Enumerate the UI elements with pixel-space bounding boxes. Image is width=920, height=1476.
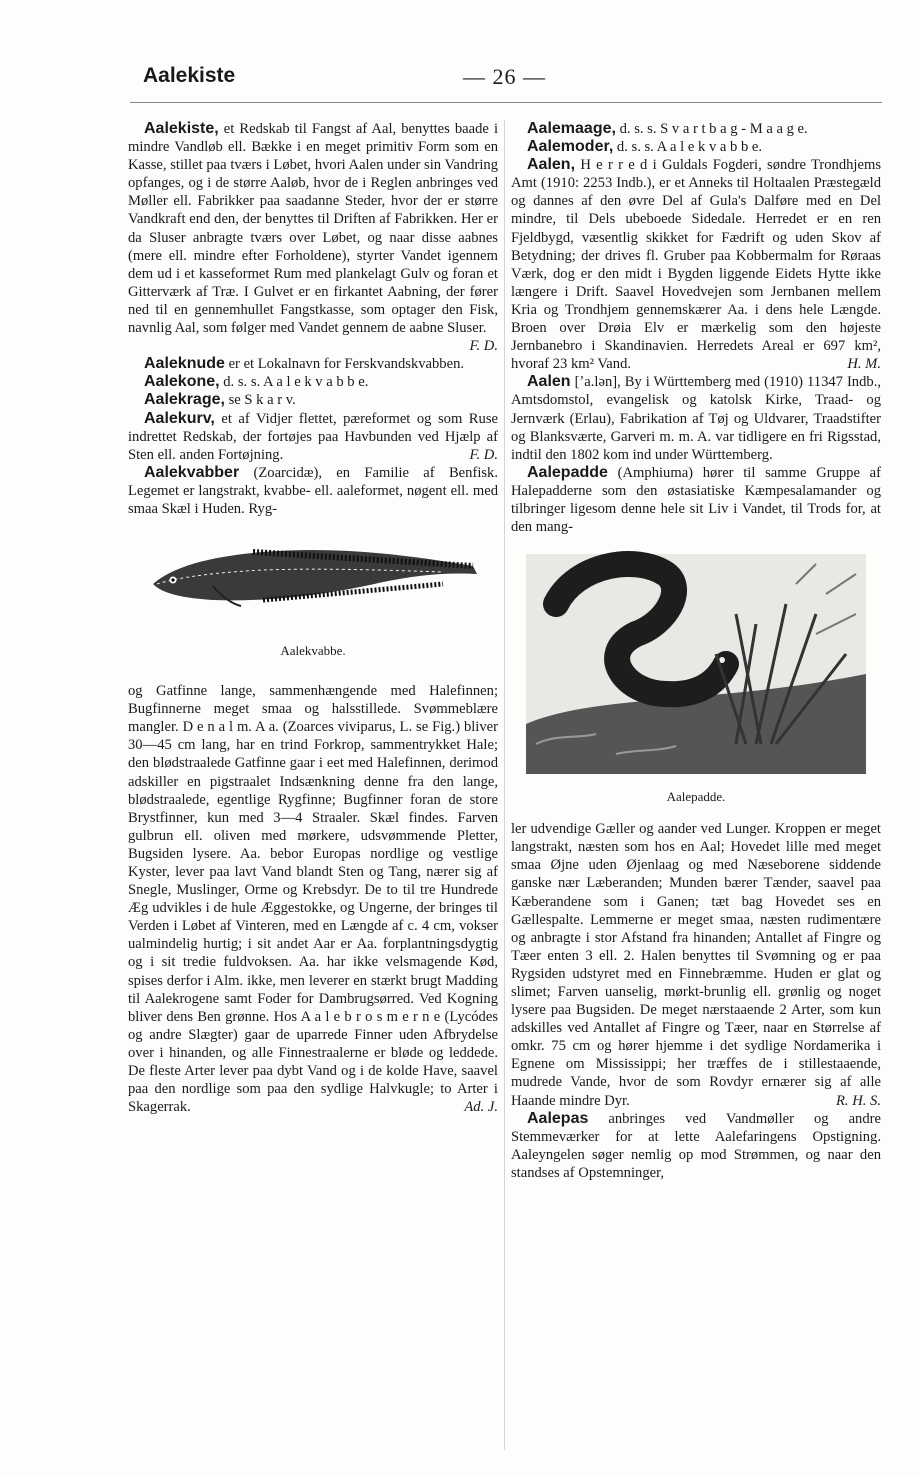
entry-body: er et Lokalnavn for Ferskvandskvabben. <box>228 356 465 373</box>
headword: Aaleknude <box>144 355 225 373</box>
entry-aalen-by <box>511 373 881 463</box>
entry-body: og Gatfinne lange, sammenhængende med Halefinnen; Bugfinnerne meget smaa og halsstillede. Svømmeblære mangler. D e n a l m. A a. (Zoarces viviparus, L. se Fig.) bliver 30—45 cm lang, har en trind Forkrop, sammentrykket Hale; den blødstraalede Gatfinne gaar i eet med Halefinnen, derimod adskiller en pigstraalet Indsænkning denne fra den lange, blødstraalede, egentlige Rygfinne; Bugfinner foran de store Brystfinner, kun med 3—4 Straaler. Skæl findes. Farven gulbrun ell. oliven med mørkere, udsvømmende Pletter, Bugsiden lysere. Aa. bebor Europas nordlige og vestlige Kyster, lever paa lavt Vand blandt Sten og Tang, nærer sig af Snegle, Muslinger, Orme og Krebsdyr. De to til tre Hundrede Æg udvikles i de hule Æggestokke, og Ungerne, der bringes til Verden i Løbet af Vinteren, med en Længde af c. 4 cm, vokser ualmindelig hurtig; i sit andet Aar er Aa. forplantningsdygtig og i sit tredie fuldvoksen. Aa. har ikke velsmagende Kød, spises derfor i Alm. ikke, men leverer en stærkt brugt Madding til Aalekrogene samt Foder for Dambrugsørred. Ved Kogning bliver dens Ben grønne. Hos A a l e b r o s m e r n e (Lycódes og andre Slægter) gaar de uparrede Finner uden Afbrydelse over i hinanden, og alle Finnestraalerne er bløde og leddede. De fleste Arter lever paa dybt Vand og i de kolde Have, saavel paa den nordlige som paa den sydlige Halvkugle; to Arter i Skagerrak. <box>128 683 498 1116</box>
entry-body: et af Vidjer flettet, pæreformet og som Ruse indrettet Redskab, der fortøjes paa Havbunden ved Hjælp af Sten ell. anden Fortøjning. <box>128 410 498 463</box>
figure-aalekvabbe <box>128 526 498 676</box>
entry-body: (Zoarcidæ), en Familie af Benfisk. Legemet er langstrakt, kvabbe- ell. aaleformet, nøgent ell. med smaa Skæl i Huden. Ryg- <box>128 464 498 517</box>
entry-aalepadde <box>511 464 881 536</box>
entry-aalekurv <box>128 410 498 464</box>
entry-body: d. s. s. A a l e k v a b b e. <box>223 374 369 391</box>
right-column <box>511 120 881 1182</box>
headword: Aalekone, <box>144 373 220 391</box>
headword: Aalen <box>527 373 571 391</box>
entry-aalekrage <box>128 391 498 409</box>
entry-body: [ʼa.lən], By i Württemberg med (1910) 11347 Indb., Amtsdomstol, evangelisk og katolsk Kirke, Traad- og Jernværk (Erlau), Fabrikation af Tøj og Uldvarer, Traadstifter og Blanksværte, Garveri m. m. A. var tidligere en fri Rigsstad, indtil den 1802 kom ind under Württemberg. <box>511 374 881 463</box>
header-rule <box>130 102 882 103</box>
amphiuma-illustration <box>516 544 876 784</box>
entry-aaleknude <box>128 355 498 373</box>
entry-aalemaage <box>511 120 881 138</box>
author-signature: Ad. J. <box>464 1099 498 1116</box>
entry-aalemoder <box>511 138 881 156</box>
entry-body: d. s. s. A a l e k v a b b e. <box>616 139 763 156</box>
entry-aalen-herred <box>511 156 881 373</box>
entry-aalepadde-continued <box>511 820 881 1110</box>
author-signature: F. D. <box>469 338 498 355</box>
running-head: Aalekiste <box>143 64 236 87</box>
figure-caption: Aalepadde. <box>666 789 726 805</box>
entry-aalepas <box>511 1110 881 1182</box>
entry-body: (Amphiuma) hører til samme Gruppe af Halepadderne som den østasiatiske Kæmpesalamander og tilbringer ligesom denne hele sit Liv i Vandet, til Trods for, at den mang- <box>511 464 881 536</box>
column-divider <box>504 120 505 1450</box>
entry-aalekone <box>128 373 498 391</box>
author-signature: H. M. <box>847 356 881 373</box>
entry-aalekvabber <box>128 464 498 518</box>
eelpout-illustration <box>143 526 483 638</box>
author-signature: F. D. <box>469 446 498 463</box>
headword: Aalen, <box>527 156 576 174</box>
figure-aalepadde <box>511 544 881 814</box>
headword: Aalepas <box>527 1109 589 1127</box>
entry-body: d. s. s. S v a r t b a g - M a a g e. <box>619 121 808 137</box>
headword: Aalemoder, <box>527 138 614 156</box>
entry-body: anbringes ved Vandmøller og andre Stemmeværker for at lette Aalefaringens Opstigning. Aaleyngelen søger nemlig op mod Strømmen, og naar den standses af Opstemninger, <box>511 1110 881 1181</box>
page-header <box>143 64 879 96</box>
author-signature: R. H. S. <box>836 1092 881 1109</box>
headword: Aalekvabber <box>144 463 240 481</box>
headword: Aalekiste, <box>144 120 219 137</box>
entry-body: ler udvendige Gæller og aander ved Lunger. Kroppen er meget langstrakt, næsten som hos en Aal; Hovedet lille med meget smaa Øjne uden Øjenlaag og med Næseborene siddende ganske nær Læberanden; Munden bærer Tænder, saavel paa Kæberandene som i Ganen; tæt bag Hovedet ses en Gællespalte. Lemmerne er meget smaa, næsten rudimentære og anbragte i stor Afstand fra hinanden; Antallet af Fingre og Tæer enten 3 ell. 2. Halen benyttes til Svømning og er paa Rygsiden udstyret med en Finnebræmme. Huden er glat og slimet; Farven uanselig, mørkt-brunlig ell. grønlig og noget lysere paa Bugsiden. De meget nærstaaende 2 Arter, som kun adskilles ved Antallet af Fingre og Tæer, naar en Størrelse af omkr. 75 cm og hører hjemme i det sydlige Nordamerika i Egnene om Mississippi; her træffes de i stillestaaende, mudrede Vande, hvor de som Rovdyr ernærer sig af alle Haande mindre Dyr. <box>511 821 881 1109</box>
headword: Aalemaage, <box>527 120 616 137</box>
headword: Aalepadde <box>527 463 608 481</box>
figure-caption: Aalekvabbe. <box>280 643 346 659</box>
entry-body: H e r r e d i Guldals Fogderi, søndre Trondhjems Amt (1910: 2253 Indb.), er et Anneks til Holtaalen Præstegæld og dannes af den øvre Del af Gula's Dalføre med en Del mindre, til Dels ubeboede Sidedale. Herredet er en ren Fjeldbygd, væsentlig skikket for Fædrift og uden Skov af Betydning; der drives fl. Gruber paa Kobbermalm for Røraas Værk, dog er den midt i Bygden liggende Eidets Hytte ikke længere i Drift. Saavel Hovedvejen som Jernbanen mellem Kria og Trondhjem gennemskærer Aa. i dens hele Længde. Broen over Drøia Elv er mærkelig som den højeste Jernbanebro i Skandinavien. Herredets Areal er 697 km², hvoraf 23 km² Vand. <box>511 157 881 373</box>
left-column <box>128 120 498 1116</box>
entry-body: se S k a r v. <box>228 392 296 409</box>
entry-aalekvabber-continued <box>128 682 498 1116</box>
entry-body: et Redskab til Fangst af Aal, benyttes baade i mindre Vandløb ell. Bække i en meget primitiv Form som en Kasse, stillet paa tværs i Løbet, hvori Aalen under sin Vandring opfanges, og i de større Aaløb, hvor de i Reglen anbringes ved Møller ell. Fabrikker paa saadanne Steder, hvor der er større Vandkraft end den, der benyttes til Driften af Fabrikken. Her er da Sluser anbragte tværs over Løbet, og naar disse aabnes (mere ell. mindre efter Forholdene), styrter Vandet igennem dem ud i et kasseformet Rum med plankelagt Gulv og foran et Gitterværk af Træ. I Gulvet er en firkantet Aabning, der fører ned til en gennemhullet Fangstkasse, som optager den Fisk, navnlig Aal, som følger med Vandet gennem de aabne Sluser. <box>128 121 499 337</box>
page-number: — 26 — <box>463 64 546 89</box>
headword: Aalekurv, <box>144 409 215 427</box>
entry-aalekiste <box>128 120 499 355</box>
headword: Aalekrage, <box>144 391 225 409</box>
